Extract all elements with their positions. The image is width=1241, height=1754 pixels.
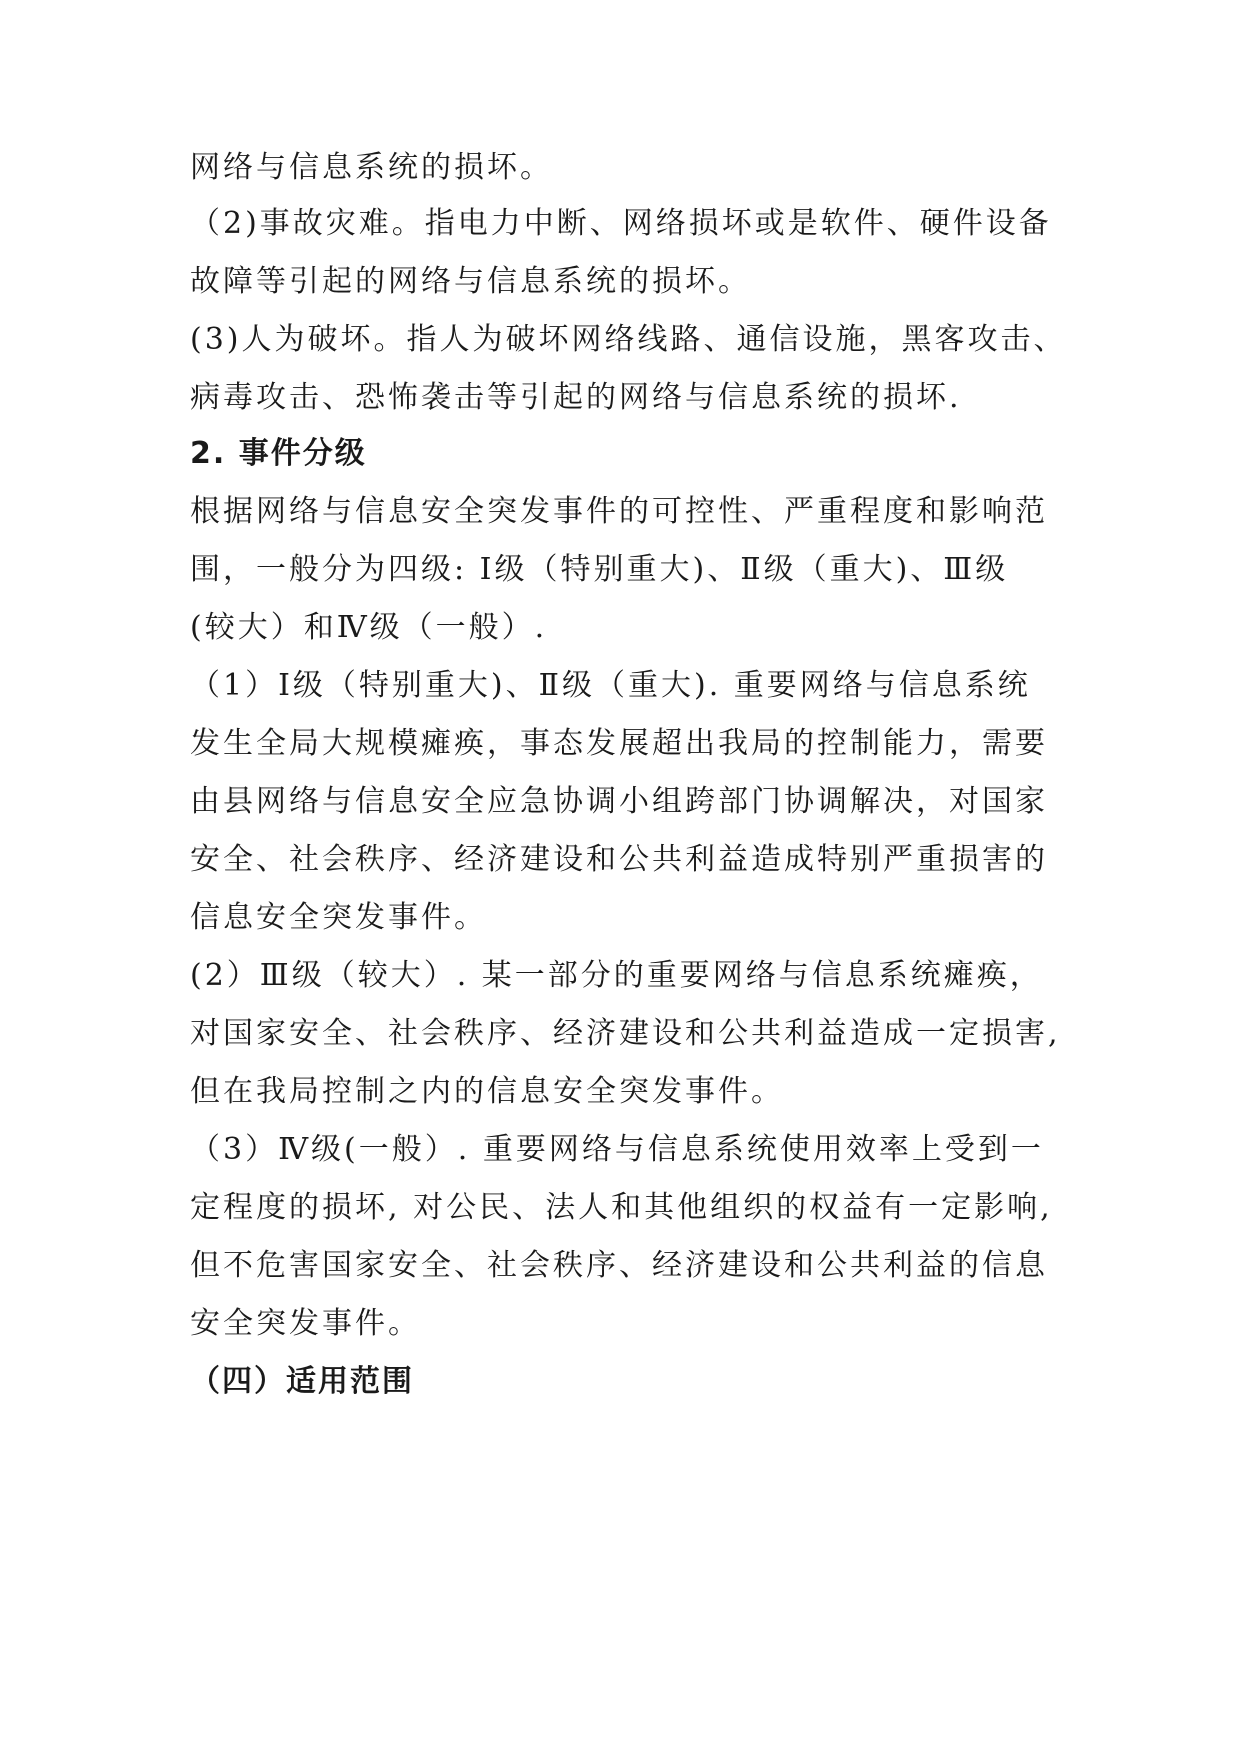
body-text-line: 安全突发事件。 [190, 1306, 421, 1341]
body-text-line: (较大）和Ⅳ级（一般）. [190, 610, 548, 645]
body-text-line: 病毒攻击、恐怖袭击等引起的网络与信息系统的损坏. [190, 380, 962, 415]
body-text-line: 但在我局控制之内的信息安全突发事件。 [190, 1074, 784, 1109]
body-text-line: 但不危害国家安全、社会秩序、经济建设和公共利益的信息 [190, 1248, 1048, 1283]
body-text-line: (2）Ⅲ级（较大）. 某一部分的重要网络与信息系统瘫痪， [190, 958, 1043, 993]
section-heading: 2. 事件分级 [190, 436, 367, 471]
body-text-line: （3）Ⅳ级(一般）. 重要网络与信息系统使用效率上受到一 [190, 1132, 1044, 1167]
body-text-line: （2)事故灾难。指电力中断、网络损坏或是软件、硬件设备 [190, 206, 1052, 241]
body-text-line: 发生全局大规模瘫痪，事态发展超出我局的控制能力，需要 [190, 726, 1048, 761]
body-text-line: 信息安全突发事件。 [190, 900, 487, 935]
body-text-line: 故障等引起的网络与信息系统的损坏。 [190, 264, 751, 299]
body-text-line: 根据网络与信息安全突发事件的可控性、严重程度和影响范 [190, 494, 1048, 529]
body-text-line: 网络与信息系统的损坏。 [190, 150, 553, 185]
body-text-line: 围，一般分为四级: Ⅰ级（特别重大)、Ⅱ级（重大)、Ⅲ级 [190, 552, 1009, 587]
body-text-line: 定程度的损坏, 对公民、法人和其他组织的权益有一定影响, [190, 1190, 1053, 1225]
body-text-line: 对国家安全、社会秩序、经济建设和公共利益造成一定损害, [190, 1016, 1061, 1051]
section-heading: （四）适用范围 [190, 1364, 414, 1399]
body-text-line: 安全、社会秩序、经济建设和公共利益造成特别严重损害的 [190, 842, 1048, 877]
body-text-line: 由县网络与信息安全应急协调小组跨部门协调解决，对国家 [190, 784, 1048, 819]
body-text-line: （1）Ⅰ级（特别重大)、Ⅱ级（重大). 重要网络与信息系统 [190, 668, 1031, 703]
body-text-line: (3)人为破坏。指人为破坏网络线路、通信设施，黑客攻击、 [190, 322, 1067, 357]
